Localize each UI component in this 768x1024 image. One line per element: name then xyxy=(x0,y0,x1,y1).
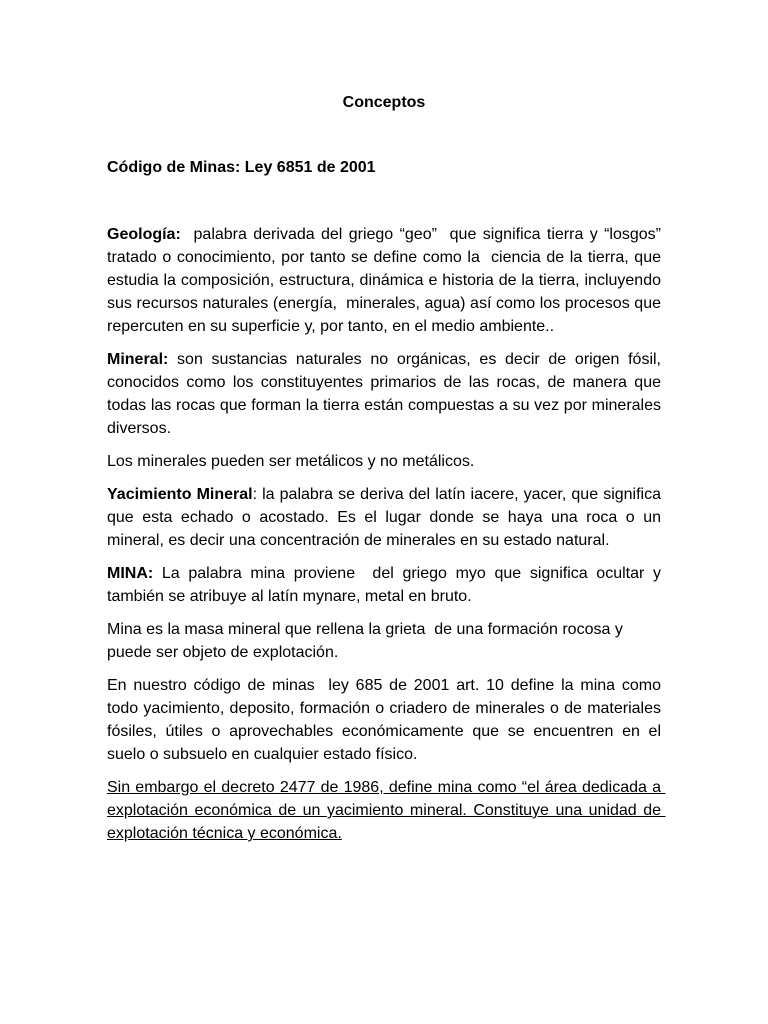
paragraph-mina xyxy=(107,562,666,608)
term-mineral: Mineral: xyxy=(107,351,169,368)
text-minerales-tipos: Los minerales pueden ser metálicos y no metálicos. xyxy=(107,453,475,470)
text-decreto: Sin embargo el decreto 2477 de 1986, define mina como “el área dedicada a explotación económica de un yacimiento mineral. Constituye una unidad de explotación técnica y económica. xyxy=(107,779,666,842)
definition-geologia: palabra derivada del griego “geo” que significa tierra y “losgos” tratado o conocimiento, por tanto se define como la ciencia de la tierra, que estudia la composición, estructura, dinámica e historia de la tierra, incluyendo sus recursos naturales (energía, minerales, agua) así como los procesos que repercuten en su superficie y, por tanto, en el medio ambiente.. xyxy=(107,226,684,335)
definition-mineral: son sustancias naturales no orgánicas, es decir de origen fósil, conocidos como los constituyentes primarios de las rocas, de manera que todas las rocas que forman la tierra están compuestas a su vez por minerales diversos. xyxy=(107,351,666,437)
paragraph-geologia xyxy=(107,223,684,338)
term-yacimiento: Yacimiento Mineral xyxy=(107,486,253,503)
document-body xyxy=(107,223,684,855)
document-subtitle: Código de Minas: Ley 6851 de 2001 xyxy=(107,159,376,176)
document-title: Conceptos xyxy=(342,94,426,111)
paragraph-mineral xyxy=(107,348,666,440)
definition-yacimiento: : la palabra se deriva del latín iacere, yacer, que significa que esta echado o acostado. Es el lugar donde se haya una roca o un mineral, es decir una concentración de minerales en su estado natural. xyxy=(107,486,666,549)
paragraph-yacimiento xyxy=(107,483,666,552)
term-mina: MINA: xyxy=(107,565,154,582)
paragraph-decreto xyxy=(107,776,666,845)
text-codigo-minas: En nuestro código de minas ley 685 de 2001 art. 10 define la mina como todo yacimiento, deposito, formación o criadero de minerales o de materiales fósiles, útiles o aprovechables económicamente que se encuentren en el suelo o subsuelo en cualquier estado físico. xyxy=(107,677,666,763)
paragraph-mina-masa xyxy=(107,618,661,664)
paragraph-codigo-minas xyxy=(107,674,666,766)
term-geologia: Geología: xyxy=(107,226,181,243)
definition-mina: La palabra mina proviene del griego myo que significa ocultar y también se atribuye al latín mynare, metal en bruto. xyxy=(107,565,666,605)
text-mina-masa: Mina es la masa mineral que rellena la grieta de una formación rocosa y puede ser objeto de explotación. xyxy=(107,621,628,661)
paragraph-minerales-tipos xyxy=(107,450,661,473)
